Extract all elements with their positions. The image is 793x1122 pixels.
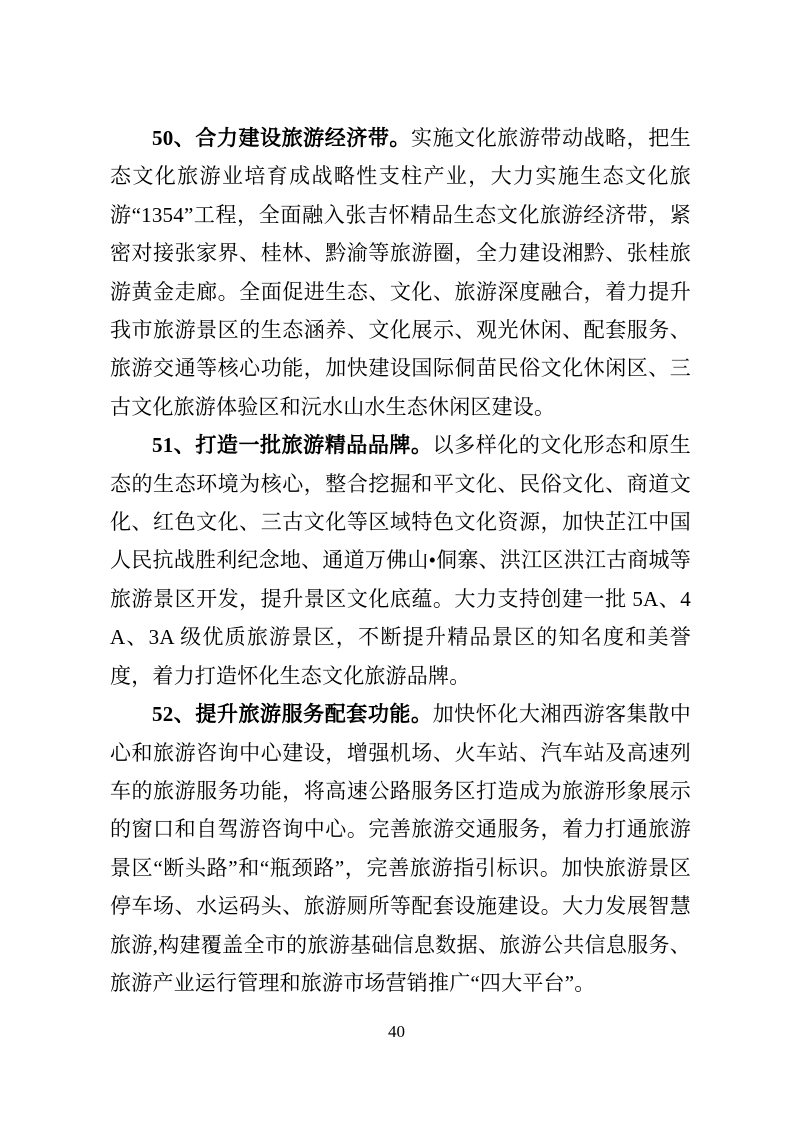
document-content: [110, 119, 691, 1002]
paragraph-51-body: 以多样化的文化形态和原生态的生态环境为核心，整合挖掘和平文化、民俗文化、商道文化、红色文化、三古文化等区域特色文化资源，加快芷江中国人民抗战胜利纪念地、通道万佛山•侗寨、洪江区洪江古商城等旅游景区开发，提升景区文化底蕴。大力支持创建一批 5A、4A、3A 级优质旅游景区，不断提升精品景区的知名度和美誉度，着力打造怀化生态文化旅游品牌。: [110, 433, 691, 688]
paragraph-51-heading: 51、打造一批旅游精品品牌。: [152, 433, 433, 458]
page-number: 40: [388, 1022, 405, 1041]
paragraph-52-body: 加快怀化大湘西游客集散中心和旅游咨询中心建设，增强机场、火车站、汽车站及高速列车的旅游服务功能，将高速公路服务区打造成为旅游形象展示的窗口和自驾游咨询中心。完善旅游交通服务，着力打通旅游景区“断头路”和“瓶颈路”，完善旅游指引标识。加快旅游景区停车场、水运码头、旅游厕所等配套设施建设。大力发展智慧旅游,构建覆盖全市的旅游基础信息数据、旅游公共信息服务、旅游产业运行管理和旅游市场营销推广“四大平台”。: [110, 702, 691, 995]
paragraph-52-heading: 52、提升旅游服务配套功能。: [152, 702, 433, 727]
paragraph-50-heading: 50、合力建设旅游经济带。: [152, 126, 411, 150]
paragraph-50-body: 实施文化旅游带动战略，把生态文化旅游业培育成战略性支柱产业，大力实施生态文化旅游“1354”工程，全面融入张吉怀精品生态文化旅游经济带，紧密对接张家界、桂林、黔渝等旅游圈，全力建设湘黔、张桂旅游黄金走廊。全面促进生态、文化、旅游深度融合，着力提升我市旅游景区的生态涵养、文化展示、观光休闲、配套服务、旅游交通等核心功能，加快建设国际侗苗民俗文化休闲区、三古文化旅游体验区和沅水山水生态休闲区建设。: [110, 126, 691, 419]
paragraph-50: [110, 119, 691, 426]
paragraph-51: [110, 426, 691, 695]
paragraph-52: [110, 695, 691, 1002]
